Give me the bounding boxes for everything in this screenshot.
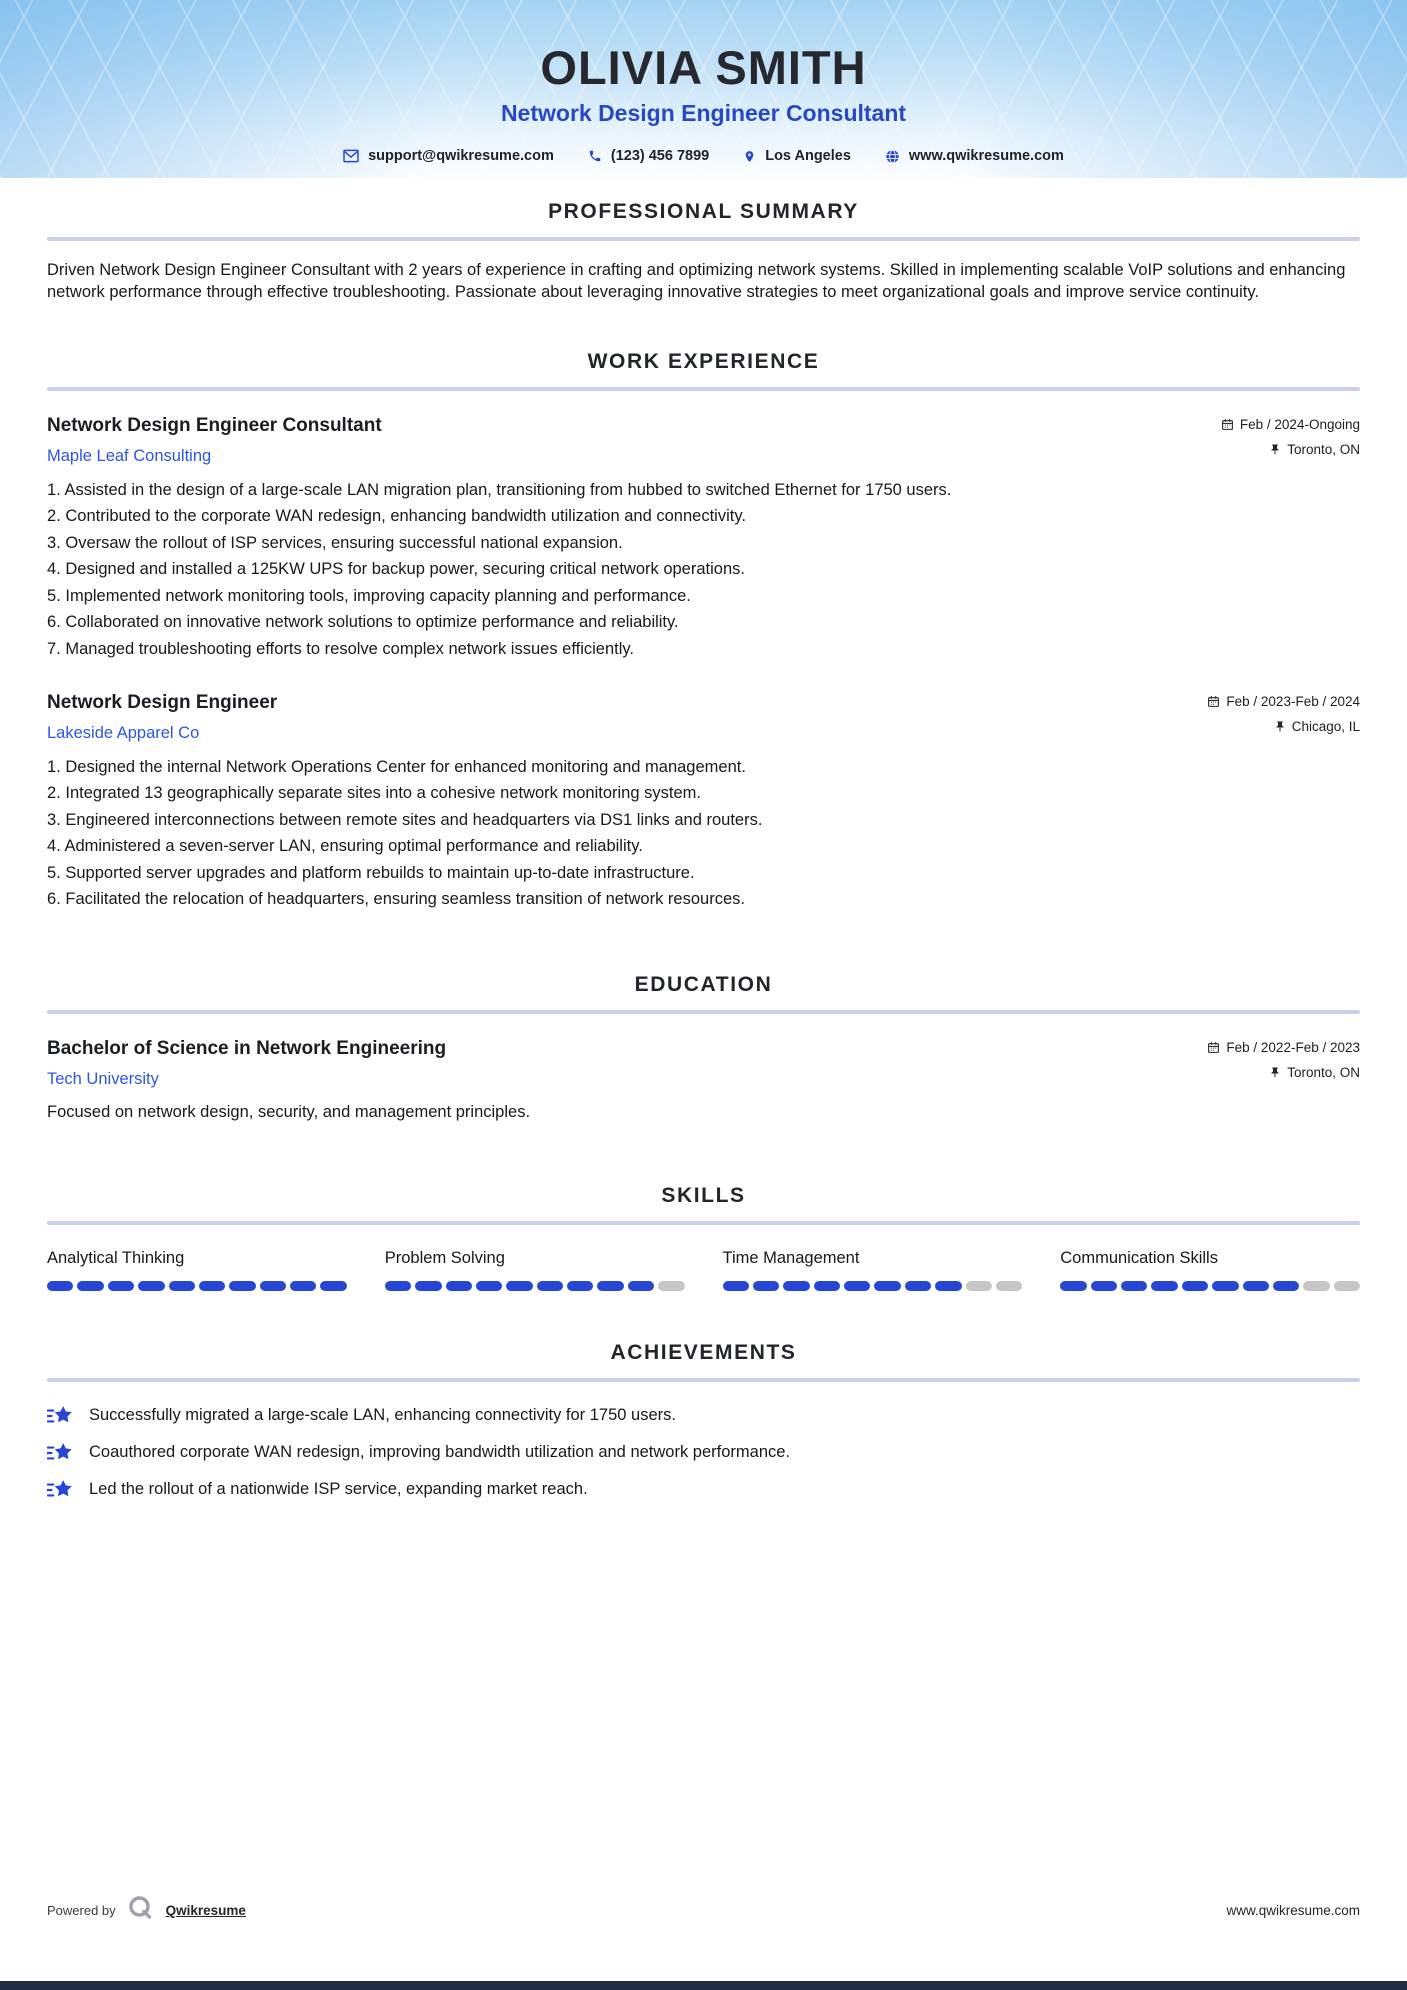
skill-bar-segment	[108, 1281, 134, 1291]
summary-section-title: PROFESSIONAL SUMMARY	[548, 200, 859, 223]
skill-item	[1060, 1249, 1360, 1291]
globe-icon	[885, 149, 900, 164]
section-divider	[47, 237, 1360, 241]
work-entry	[47, 415, 1360, 660]
skill-bar-segment	[537, 1281, 563, 1291]
skill-bar-segment	[47, 1281, 73, 1291]
contact-website[interactable]	[885, 148, 1064, 164]
job-role: Network Design Engineer Consultant	[47, 414, 382, 436]
skill-bar-segment	[753, 1281, 779, 1291]
skill-bar-segment	[1151, 1281, 1177, 1291]
job-bullet-list	[47, 480, 1360, 660]
qwikresume-logo-icon	[126, 1893, 156, 1928]
skill-bar-segment	[1212, 1281, 1238, 1291]
job-bullet: Managed troubleshooting efforts to resolve complex network issues efficiently.	[65, 639, 634, 658]
skill-bar-segment	[783, 1281, 809, 1291]
skill-bar-segment	[567, 1281, 593, 1291]
section-work-experience	[47, 350, 1360, 911]
shooting-star-icon	[47, 1404, 74, 1428]
skill-item	[723, 1249, 1023, 1291]
skill-bar-segment	[476, 1281, 502, 1291]
pushpin-icon	[1269, 1066, 1281, 1079]
education-section-head	[47, 973, 1360, 1014]
skill-bar-segment	[77, 1281, 103, 1291]
skill-bar-segment	[1121, 1281, 1147, 1291]
skills-section-head	[47, 1184, 1360, 1225]
section-skills	[47, 1184, 1360, 1291]
job-bullet: Assisted in the design of a large-scale LAN migration plan, transitioning from hubbed to switched Ethernet for 1750 users.	[64, 480, 952, 499]
skill-bar-segment	[905, 1281, 931, 1291]
work-entry-left	[47, 692, 277, 743]
contact-row	[0, 148, 1407, 164]
job-bullet: Integrated 13 geographically separate sites into a cohesive network monitoring system.	[65, 784, 701, 803]
work-entry-left	[47, 415, 382, 466]
powered-by-label: Powered by	[47, 1903, 116, 1918]
skill-bar-segment	[935, 1281, 961, 1291]
skill-bar-segment	[229, 1281, 255, 1291]
skill-bar-segment	[1060, 1281, 1086, 1291]
section-summary	[47, 200, 1360, 304]
achievement-item	[47, 1404, 1360, 1428]
achievement-text: Coauthored corporate WAN redesign, improving bandwidth utilization and network performance.	[89, 1443, 791, 1462]
job-bullet: Contributed to the corporate WAN redesign, enhancing bandwidth utilization and connectivity.	[65, 507, 746, 526]
skills-grid	[47, 1249, 1360, 1291]
skill-bar-segment	[1182, 1281, 1208, 1291]
work-section-head	[47, 350, 1360, 391]
job-location	[1274, 719, 1360, 734]
job-company-link[interactable]: Maple Leaf Consulting	[47, 446, 212, 465]
bottom-accent-bar	[0, 1981, 1407, 1990]
skill-bar-segment	[415, 1281, 441, 1291]
contact-location	[743, 148, 851, 164]
skill-bar-segment	[138, 1281, 164, 1291]
skill-bar-segment	[658, 1281, 684, 1291]
education-location-text: Toronto, ON	[1287, 1064, 1360, 1080]
job-bullet: Designed the internal Network Operations Center for enhanced monitoring and management.	[65, 757, 746, 776]
skill-item	[385, 1249, 685, 1291]
achievement-list	[47, 1404, 1360, 1502]
skill-bar-segment	[1243, 1281, 1269, 1291]
achievement-item	[47, 1478, 1360, 1502]
work-entry-head	[47, 415, 1360, 466]
skill-name: Problem Solving	[384, 1248, 505, 1267]
skill-bar-segment	[169, 1281, 195, 1291]
skill-bar-segment	[1334, 1281, 1360, 1291]
job-dates-text: Feb / 2024-Ongoing	[1239, 416, 1360, 432]
section-divider	[47, 1378, 1360, 1382]
job-dates-text: Feb / 2023-Feb / 2024	[1226, 693, 1360, 709]
degree-title: Bachelor of Science in Network Engineering	[47, 1037, 447, 1059]
calendar-icon	[1207, 695, 1220, 708]
skills-section-title: SKILLS	[661, 1183, 746, 1207]
work-entry	[47, 692, 1360, 911]
pushpin-icon	[1269, 443, 1281, 456]
achievement-text: Led the rollout of a nationwide ISP service, expanding market reach.	[89, 1480, 588, 1499]
job-role: Network Design Engineer	[47, 691, 278, 713]
contact-location-text: Los Angeles	[765, 148, 851, 164]
job-dates	[1207, 694, 1360, 709]
skill-bar-segment	[1091, 1281, 1117, 1291]
job-bullet: Supported server upgrades and platform rebuilds to maintain up-to-date infrastructure.	[65, 863, 695, 882]
job-bullet: Implemented network monitoring tools, improving capacity planning and performance.	[65, 586, 691, 605]
skill-progress-bar	[385, 1281, 685, 1291]
skill-bar-segment	[446, 1281, 472, 1291]
work-entry-meta	[1221, 415, 1360, 457]
resume-body	[0, 200, 1407, 1502]
page-footer	[0, 1893, 1407, 1928]
skill-bar-segment	[628, 1281, 654, 1291]
skill-bar-segment	[1303, 1281, 1329, 1291]
education-entry-meta	[1207, 1038, 1360, 1080]
skill-progress-bar	[723, 1281, 1023, 1291]
achievements-section-title: ACHIEVEMENTS	[610, 1340, 797, 1364]
job-bullet: Facilitated the relocation of headquarters, ensuring seamless transition of network resources.	[65, 890, 745, 909]
phone-icon	[588, 149, 602, 163]
education-section-title: EDUCATION	[634, 972, 773, 996]
education-location	[1269, 1065, 1360, 1080]
job-bullet: Administered a seven-server LAN, ensuring optimal performance and reliability.	[64, 837, 643, 856]
contact-email[interactable]	[343, 148, 554, 164]
hero-header	[0, 0, 1407, 178]
pushpin-icon	[1274, 720, 1286, 733]
job-bullet-list	[47, 757, 1360, 911]
contact-website-text: www.qwikresume.com	[908, 148, 1064, 164]
skill-progress-bar	[1060, 1281, 1360, 1291]
achievement-item	[47, 1441, 1360, 1465]
skill-bar-segment	[844, 1281, 870, 1291]
summary-text: Driven Network Design Engineer Consultant with 2 years of experience in crafting and optimizing network systems. Skilled in implementing scalable VoIP solutions and enhancing network performance through effective troubleshooting. Passionate about leveraging innovative strategies to meet organizational goals and improve service continuity.	[47, 261, 1346, 301]
section-education	[47, 973, 1360, 1122]
job-bullet: Designed and installed a 125KW UPS for backup power, securing critical network operations.	[65, 560, 745, 579]
job-dates	[1221, 417, 1360, 432]
job-bullet: Oversaw the rollout of ISP services, ensuring successful national expansion.	[65, 533, 623, 552]
skill-bar-segment	[290, 1281, 316, 1291]
work-entry-meta	[1207, 692, 1360, 734]
skill-item	[47, 1249, 347, 1291]
candidate-title: Network Design Engineer Consultant	[500, 100, 907, 126]
job-location-text: Toronto, ON	[1287, 441, 1360, 457]
section-divider	[47, 1010, 1360, 1014]
location-pin-icon	[743, 149, 756, 164]
contact-phone-text: (123) 456 7899	[610, 148, 710, 164]
skill-name: Analytical Thinking	[47, 1248, 185, 1267]
candidate-name: OLIVIA SMITH	[540, 41, 867, 94]
education-dates	[1207, 1040, 1360, 1055]
achievements-section-head	[47, 1341, 1360, 1382]
education-dates-text: Feb / 2022-Feb / 2023	[1226, 1039, 1360, 1055]
job-location	[1269, 442, 1360, 457]
skill-bar-segment	[814, 1281, 840, 1291]
skill-bar-segment	[506, 1281, 532, 1291]
skill-name: Communication Skills	[1060, 1248, 1218, 1267]
job-company-link[interactable]: Lakeside Apparel Co	[47, 723, 200, 742]
contact-email-text: support@qwikresume.com	[368, 148, 554, 164]
skill-progress-bar	[47, 1281, 347, 1291]
job-location-text: Chicago, IL	[1291, 718, 1360, 734]
section-achievements	[47, 1341, 1360, 1502]
shooting-star-icon	[47, 1478, 74, 1502]
work-section-title: WORK EXPERIENCE	[587, 349, 820, 373]
skill-bar-segment	[966, 1281, 992, 1291]
job-bullet: Engineered interconnections between remote sites and headquarters via DS1 links and routers.	[65, 810, 763, 829]
skill-bar-segment	[723, 1281, 749, 1291]
skill-name: Time Management	[722, 1248, 860, 1267]
education-entry	[47, 1038, 1360, 1122]
skill-bar-segment	[874, 1281, 900, 1291]
section-divider	[47, 387, 1360, 391]
skill-bar-segment	[1273, 1281, 1299, 1291]
skill-bar-segment	[260, 1281, 286, 1291]
calendar-icon	[1207, 1041, 1220, 1054]
summary-section-head	[47, 200, 1360, 241]
work-entry-head	[47, 692, 1360, 743]
skill-bar-segment	[320, 1281, 346, 1291]
education-entry-head	[47, 1038, 1360, 1089]
qwikresume-link[interactable]: Qwikresume	[165, 1903, 246, 1918]
contact-phone[interactable]	[588, 148, 709, 164]
footer-website: www.qwikresume.com	[1226, 1903, 1360, 1918]
section-divider	[47, 1221, 1360, 1225]
email-icon	[343, 149, 359, 163]
skill-bar-segment	[199, 1281, 225, 1291]
skill-bar-segment	[597, 1281, 623, 1291]
education-note: Focused on network design, security, and management principles.	[47, 1102, 531, 1121]
school-link[interactable]: Tech University	[47, 1069, 159, 1088]
skill-bar-segment	[996, 1281, 1022, 1291]
footer-branding	[47, 1893, 246, 1928]
achievement-text: Successfully migrated a large-scale LAN, enhancing connectivity for 1750 users.	[89, 1406, 676, 1425]
calendar-icon	[1221, 418, 1234, 431]
shooting-star-icon	[47, 1441, 74, 1465]
education-entry-left	[47, 1038, 446, 1089]
skill-bar-segment	[385, 1281, 411, 1291]
job-bullet: Collaborated on innovative network solutions to optimize performance and reliability.	[65, 613, 679, 632]
